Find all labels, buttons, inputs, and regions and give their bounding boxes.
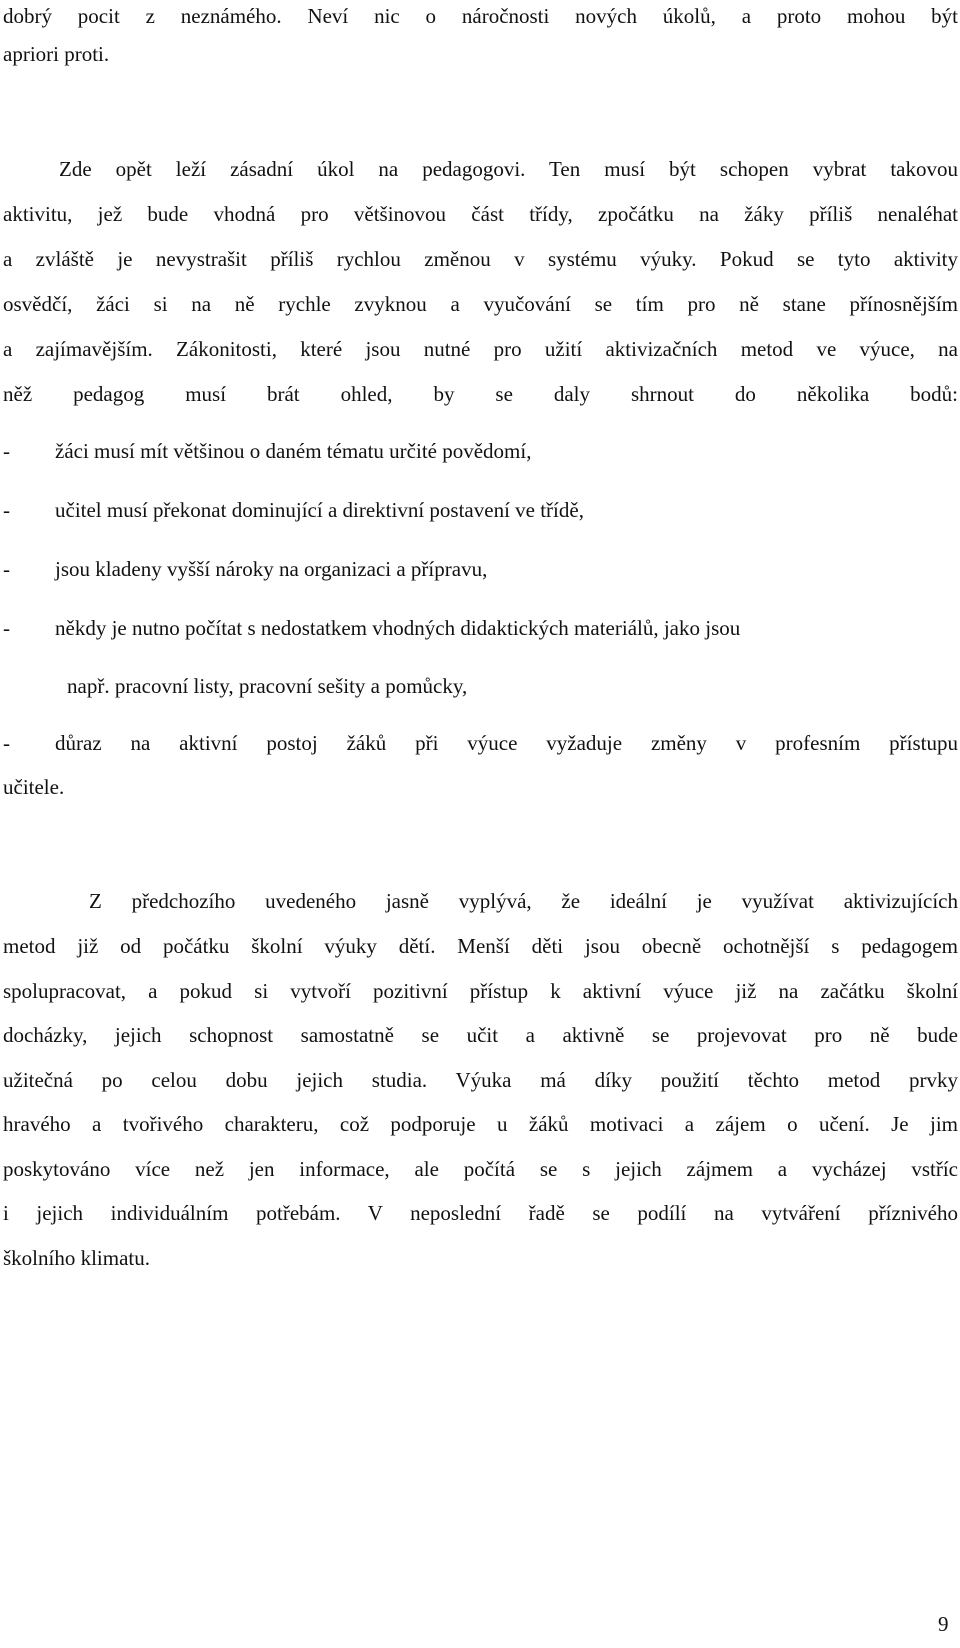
text-line: apriori proti. (3, 42, 110, 66)
text-line: spolupracovat, a pokud si vytvoří pozitivní přístup k aktivní výuce již na začátku školní (3, 979, 958, 1003)
paragraph-first-line: Z předchozího uvedeného jasně vyplývá, že ideální je využívat aktivizujících (89, 889, 958, 913)
text-line: a zvláště je nevystrašit příliš rychlou změnou v systému výuky. Pokud se tyto aktivity (3, 247, 958, 271)
bullet-text: učitel musí překonat dominující a direktivní postavení ve třídě, (55, 498, 584, 522)
text-line: dobrý pocit z neznámého. Neví nic o náročnosti nových úkolů, a proto mohou být (3, 4, 958, 28)
text-line: aktivitu, jež bude vhodná pro většinovou část třídy, zpočátku na žáky příliš nenaléhat (3, 202, 958, 226)
text-line: hravého a tvořivého charakteru, což podporuje u žáků motivaci a zájem o učení. Je jim (3, 1112, 958, 1136)
bullet-dash: - (3, 498, 10, 522)
bullet-text: jsou kladeny vyšší nároky na organizaci a přípravu, (55, 557, 488, 581)
bullet-dash: - (3, 616, 10, 640)
bullet-continuation: učitele. (3, 775, 65, 799)
bullet-dash: - (3, 557, 10, 581)
text-line: osvědčí, žáci si na ně rychle zvyknou a vyučování se tím pro ně stane přínosnějším (3, 292, 958, 316)
text-line: metod již od počátku školní výuky dětí. Menší děti jsou obecně ochotnější s pedagogem (3, 934, 958, 958)
bullet-dash: - (3, 439, 10, 463)
text-line: školního klimatu. (3, 1246, 150, 1270)
bullet-text: někdy je nutno počítat s nedostatkem vhodných didaktických materiálů, jako jsou (55, 616, 741, 640)
bullet-continuation: např. pracovní listy, pracovní sešity a pomůcky, (67, 674, 468, 698)
bullet-text: žáci musí mít většinou o daném tématu určité povědomí, (55, 439, 532, 463)
page-number: 9 (938, 1612, 949, 1636)
text-line: a zajímavějším. Zákonitosti, které jsou nutné pro užití aktivizačních metod ve výuce, na (3, 337, 958, 361)
text-line: užitečná po celou dobu jejich studia. Výuka má díky použití těchto metod prvky (3, 1068, 958, 1092)
text-line: i jejich individuálním potřebám. V neposlední řadě se podílí na vytváření příznivého (3, 1201, 958, 1225)
bullet-text: důraz na aktivní postoj žáků při výuce vyžaduje změny v profesním přístupu (55, 731, 958, 755)
text-line: poskytováno více než jen informace, ale počítá se s jejich zájmem a vycházej vstříc (3, 1157, 958, 1181)
paragraph-first-line: Zde opět leží zásadní úkol na pedagogovi. Ten musí být schopen vybrat takovou (59, 157, 958, 181)
text-line: něž pedagog musí brát ohled, by se daly shrnout do několika bodů: (3, 382, 958, 406)
bullet-dash: - (3, 731, 10, 755)
text-line: docházky, jejich schopnost samostatně se učit a aktivně se projevovat pro ně bude (3, 1023, 958, 1047)
